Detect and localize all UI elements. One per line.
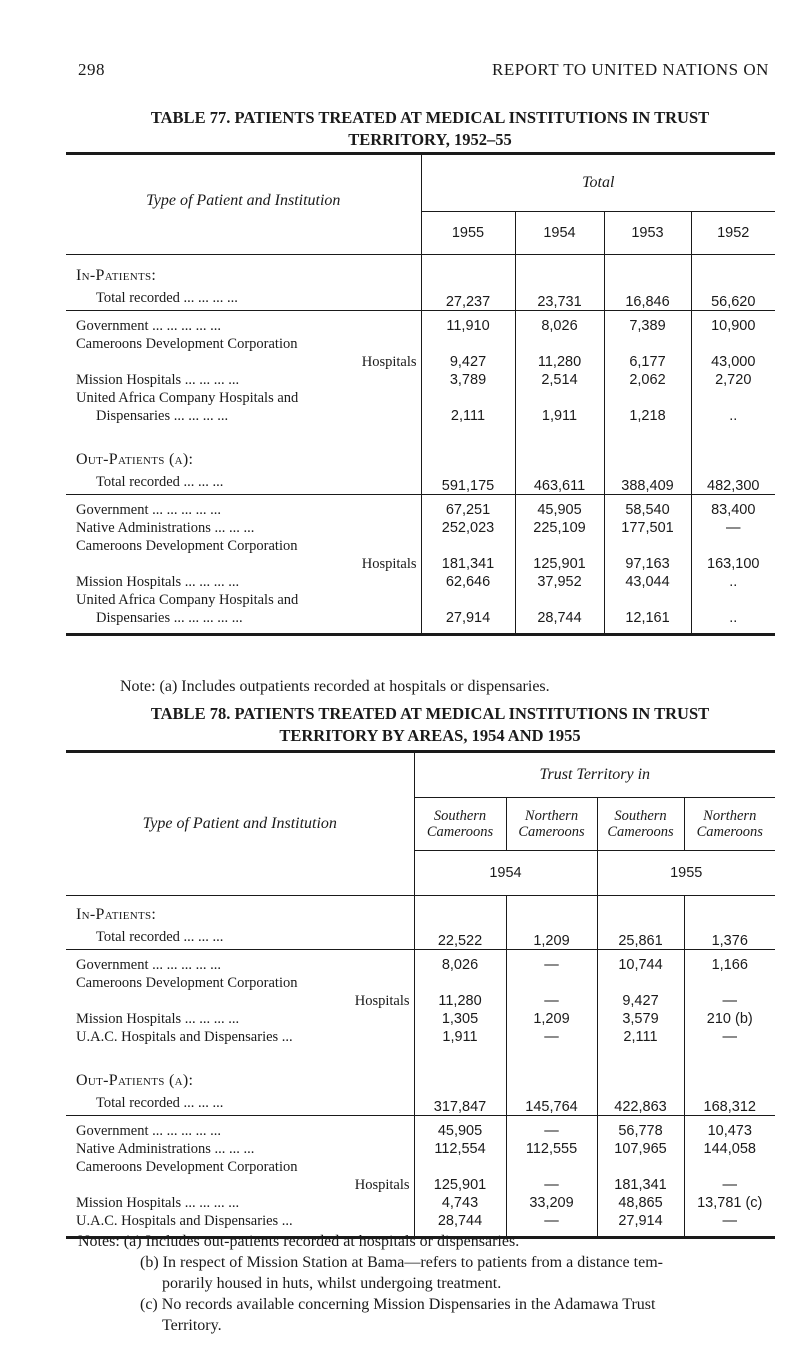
table77-cell: 16,846 [604, 285, 691, 311]
table77-cell: 43,044 [604, 573, 691, 591]
table77-year: 1953 [604, 212, 691, 255]
table77-row-label-line: Government ... ... ... ... ... [76, 318, 221, 334]
table78-cell: 13,781 (c) [684, 1194, 775, 1212]
table78-column-header: Southern Cameroons [597, 798, 684, 851]
table77-cell: 11,280 [515, 335, 604, 371]
table77-cell: 23,731 [515, 285, 604, 311]
running-title: REPORT TO UNITED NATIONS ON [492, 60, 769, 79]
table77-row-label-line: Dispensaries ... ... ... ... [96, 408, 229, 424]
table78 [66, 750, 775, 1239]
table78-row-label [66, 1140, 414, 1158]
table78-cell: 125,901 [414, 1158, 506, 1194]
table78-cell: 168,312 [684, 1090, 775, 1116]
table77-cell: — [691, 519, 775, 537]
table77-cell: 10,900 [691, 311, 775, 336]
table78-row-label [66, 1010, 414, 1028]
table78-inpatients-heading: In-Patients: [76, 906, 157, 923]
table77-cell: 58,540 [604, 495, 691, 520]
table78-cell: 1,209 [506, 924, 597, 950]
table77-cell: 11,910 [421, 311, 515, 336]
table78-cell: 10,744 [597, 950, 684, 975]
table78-column-header: Northern Cameroons [506, 798, 597, 851]
table77-row-label-line: Mission Hospitals ... ... ... ... [76, 372, 240, 388]
table77-cell: 252,023 [421, 519, 515, 537]
table77-cell: .. [691, 591, 775, 627]
table77-outpatients-heading: Out-Patients (a): [76, 451, 194, 468]
table78-title-line2: TERRITORY BY AREAS, 1954 AND 1955 [279, 726, 581, 745]
table77 [66, 152, 775, 636]
table77-cell: 6,177 [604, 335, 691, 371]
table78-cell: — [684, 974, 775, 1010]
table78-cell: 45,905 [414, 1116, 506, 1141]
table78-cell: 422,863 [597, 1090, 684, 1116]
table78-cell: 22,522 [414, 924, 506, 950]
table77-group-header: Total [421, 154, 775, 212]
table78-cell: 145,764 [506, 1090, 597, 1116]
table78-cell: 8,026 [414, 950, 506, 975]
table78-cell: 1,911 [414, 1028, 506, 1046]
table78-row-label-line: Native Administrations ... ... ... [76, 1141, 255, 1157]
table77-title [70, 107, 790, 151]
table77-cell: 1,911 [515, 389, 604, 425]
table77-cell: 2,062 [604, 371, 691, 389]
table77-cell: 8,026 [515, 311, 604, 336]
table78-row-label-line: Mission Hospitals ... ... ... ... [76, 1195, 240, 1211]
table78-row-label-line: Government ... ... ... ... ... [76, 1123, 221, 1139]
table78-stub-header: Type of Patient and Institution [142, 815, 337, 832]
table77-cell: 28,744 [515, 591, 604, 627]
table78-year: 1954 [414, 851, 597, 896]
page-number: 298 [78, 60, 105, 79]
table77-cell: 225,109 [515, 519, 604, 537]
table77-cell: 9,427 [421, 335, 515, 371]
table78-cell: 56,778 [597, 1116, 684, 1141]
table77-cell: 37,952 [515, 573, 604, 591]
table77-cell: 177,501 [604, 519, 691, 537]
table78-title [70, 703, 790, 747]
table77-year: 1954 [515, 212, 604, 255]
table77-row-label [66, 335, 421, 371]
table77-cell: 56,620 [691, 285, 775, 311]
table78-cell: 1,305 [414, 1010, 506, 1028]
table78-cell: — [506, 1028, 597, 1046]
table78-year: 1955 [597, 851, 775, 896]
table78-outpatients-total-label: Total recorded ... ... ... [96, 1095, 224, 1111]
table78-outpatients-heading: Out-Patients (a): [76, 1072, 194, 1089]
table77-cell: 1,218 [604, 389, 691, 425]
table78-row-label-line: Cameroons Development Corporation [76, 1159, 298, 1175]
table78-cell: 181,341 [597, 1158, 684, 1194]
table78-cell: 112,555 [506, 1140, 597, 1158]
table77-title-line1: TABLE 77. PATIENTS TREATED AT MEDICAL INSTITUTIONS IN TRUST [150, 108, 710, 127]
table78-cell: 112,554 [414, 1140, 506, 1158]
table77-cell: 591,175 [421, 469, 515, 495]
table78-cell: 1,209 [506, 1010, 597, 1028]
table78-row-label-line: Hospitals [354, 993, 410, 1009]
table78-column-header: Southern Cameroons [414, 798, 506, 851]
table77-row-label [66, 371, 421, 389]
table77-cell: 12,161 [604, 591, 691, 627]
table78-note-line: (b) In respect of Mission Station at Bama—refers to patients from a distance tem- [140, 1254, 663, 1271]
table77-inpatients-heading: In-Patients: [76, 267, 157, 284]
table77-row-label [66, 495, 421, 520]
table78-note-line: Notes: (a) Includes out-patients recorded at hospitals or dispensaries. [78, 1233, 520, 1250]
table77-row-label [66, 591, 421, 627]
table78-note-line: (c) No records available concerning Mission Dispensaries in the Adamawa Trust [140, 1296, 656, 1313]
table78-row-label-line: Government ... ... ... ... ... [76, 957, 221, 973]
table77-row-label-line: Mission Hospitals ... ... ... ... [76, 574, 240, 590]
table78-title-line1: TABLE 78. PATIENTS TREATED AT MEDICAL INSTITUTIONS IN TRUST [150, 704, 710, 723]
table77-row-label-line: Dispensaries ... ... ... ... ... [96, 610, 243, 626]
table78-cell: 1,166 [684, 950, 775, 975]
table78-cell: 28,744 [414, 1212, 506, 1230]
table77-cell: 67,251 [421, 495, 515, 520]
table77-year: 1952 [691, 212, 775, 255]
table78-cell: — [506, 974, 597, 1010]
table77-cell: .. [691, 389, 775, 425]
table78-row-label [66, 974, 414, 1010]
table77-cell: 163,100 [691, 537, 775, 573]
table78-cell: 317,847 [414, 1090, 506, 1116]
table77-row-label [66, 311, 421, 336]
table77-cell: 482,300 [691, 469, 775, 495]
table77-row-label [66, 389, 421, 425]
table78-cell: 48,865 [597, 1194, 684, 1212]
table77-cell: 97,163 [604, 537, 691, 573]
table78-row-label-line: U.A.C. Hospitals and Dispensaries ... [76, 1213, 293, 1229]
table77-cell: 83,400 [691, 495, 775, 520]
table78-cell: — [506, 950, 597, 975]
table78-row-label-line: Mission Hospitals ... ... ... ... [76, 1011, 240, 1027]
table77-cell: 43,000 [691, 335, 775, 371]
table78-row-label-line: Hospitals [354, 1177, 410, 1193]
table77-cell: 27,237 [421, 285, 515, 311]
table77-cell: 2,111 [421, 389, 515, 425]
table77-cell: 125,901 [515, 537, 604, 573]
table77-row-label [66, 573, 421, 591]
table78-row-label [66, 1028, 414, 1046]
table78-row-label [66, 1158, 414, 1194]
table77-cell: 45,905 [515, 495, 604, 520]
table77-note: Note: (a) Includes outpatients recorded at hospitals or dispensaries. [120, 678, 550, 695]
table77-row-label-line: Native Administrations ... ... ... [76, 520, 255, 536]
table77-cell: 181,341 [421, 537, 515, 573]
table77-row-label-line: Hospitals [361, 556, 417, 572]
table78-row-label [66, 1116, 414, 1141]
table77-row-label-line: Cameroons Development Corporation [76, 336, 298, 352]
table78-cell: — [506, 1116, 597, 1141]
table78-cell: 9,427 [597, 974, 684, 1010]
table77-row-label-line: Cameroons Development Corporation [76, 538, 298, 554]
table77-cell: 27,914 [421, 591, 515, 627]
table77-title-line2: TERRITORY, 1952–55 [348, 130, 512, 149]
table78-cell: 11,280 [414, 974, 506, 1010]
table78-row-label [66, 1194, 414, 1212]
table78-column-header: Northern Cameroons [684, 798, 775, 851]
table77-row-label-line: United Africa Company Hospitals and [76, 390, 299, 406]
table78-cell: 10,473 [684, 1116, 775, 1141]
table77-cell: .. [691, 573, 775, 591]
table77-outpatients-total-label: Total recorded ... ... ... [96, 474, 224, 490]
table78-cell: 107,965 [597, 1140, 684, 1158]
table77-row-label-line: Government ... ... ... ... ... [76, 502, 221, 518]
table78-cell: 210 (b) [684, 1010, 775, 1028]
table78-cell: 2,111 [597, 1028, 684, 1046]
table78-note-line: porarily housed in huts, whilst undergoing treatment. [162, 1275, 502, 1292]
table77-stub-header: Type of Patient and Institution [146, 191, 341, 209]
table77-row-label [66, 537, 421, 573]
table78-row-label-line: U.A.C. Hospitals and Dispensaries ... [76, 1029, 293, 1045]
table77-cell: 7,389 [604, 311, 691, 336]
table78-cell: 144,058 [684, 1140, 775, 1158]
table78-cell: 1,376 [684, 924, 775, 950]
table78-row-label [66, 950, 414, 975]
table78-cell: 25,861 [597, 924, 684, 950]
table78-cell: 4,743 [414, 1194, 506, 1212]
table77-row-label [66, 519, 421, 537]
table78-row-label [66, 1212, 414, 1230]
table78-cell: — [684, 1028, 775, 1046]
table77-cell: 388,409 [604, 469, 691, 495]
table78-notes [78, 1231, 778, 1336]
table77-inpatients-total-label: Total recorded ... ... ... ... [96, 290, 238, 306]
table78-inpatients-total-label: Total recorded ... ... ... [96, 929, 224, 945]
table77-row-label-line: Hospitals [361, 354, 417, 370]
table77-cell: 2,720 [691, 371, 775, 389]
table77-year: 1955 [421, 212, 515, 255]
table77-cell: 62,646 [421, 573, 515, 591]
table77-cell: 463,611 [515, 469, 604, 495]
table78-group-header: Trust Territory in [414, 752, 775, 798]
table78-note-line: Territory. [162, 1317, 222, 1334]
table77-row-label-line: United Africa Company Hospitals and [76, 592, 299, 608]
table78-cell: 27,914 [597, 1212, 684, 1230]
table78-row-label-line: Cameroons Development Corporation [76, 975, 298, 991]
table78-cell: — [684, 1212, 775, 1230]
table78-cell: — [684, 1158, 775, 1194]
table77-cell: 2,514 [515, 371, 604, 389]
table77-cell: 3,789 [421, 371, 515, 389]
table78-cell: — [506, 1158, 597, 1194]
table78-cell: 3,579 [597, 1010, 684, 1028]
table78-cell: 33,209 [506, 1194, 597, 1212]
table78-cell: — [506, 1212, 597, 1230]
